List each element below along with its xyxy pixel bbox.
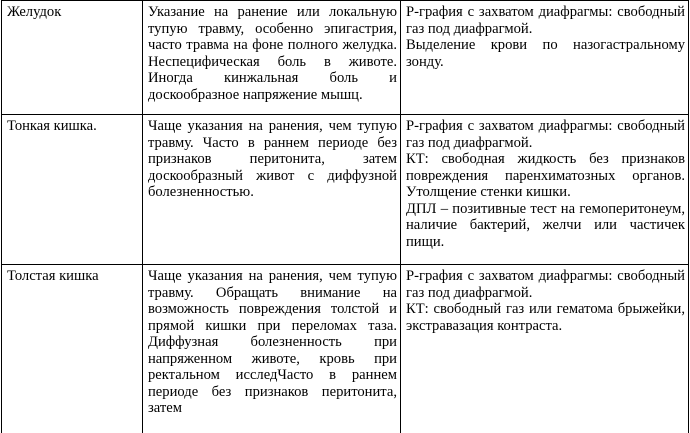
diagnostics-cell	[401, 115, 689, 265]
table-row	[2, 265, 689, 433]
clinic-cell: Чаще указания на ранения, чем тупую травму. Часто в раннем периоде без признаков перитонита, затем доскообразный живот с диффузной болезненностью.	[143, 115, 401, 265]
diagnostics-cell	[401, 1, 689, 115]
organ-cell: Тонкая кишка.	[2, 115, 143, 265]
table-row	[2, 1, 689, 115]
clinic-cell: Указание на ранение или локальную тупую травму, особенно эпигастрия, часто травма на фоне полного желудка. Неспецифическая боль в животе. Иногда кинжальная боль и доскообразное напряжение мышц.	[143, 1, 401, 115]
organ-cell: Толстая кишка	[2, 265, 143, 433]
diagnostics-cell	[401, 265, 689, 433]
diagnostics-line: ДПЛ – позитивные тест на гемоперитонеум, наличие бактерий, желчи или частичек пищи.	[406, 200, 685, 250]
injury-table	[1, 0, 689, 433]
table-row	[2, 115, 689, 265]
diagnostics-line: КТ: свободный газ или гематома брыжейки, экстравазация контраста.	[406, 301, 685, 334]
organ-cell: Желудок	[2, 1, 143, 115]
diagnostics-line: Р-графия с захватом диафрагмы: свободный газ под диафрагмой.	[406, 118, 685, 151]
diagnostics-line: Р-графия с захватом диафрагмы: свободный газ под диафрагмой.	[406, 268, 685, 301]
diagnostics-line: КТ: свободная жидкость без признаков повреждения паренхиматозных органов. Утолщение стенки кишки.	[406, 151, 685, 200]
diagnostics-line: Р-графия с захватом диафрагмы: свободный газ под диафрагмой.	[406, 4, 685, 37]
diagnostics-line: Выделение крови по назогастральному зонду.	[406, 37, 685, 70]
clinic-cell: Чаще указания на ранения, чем тупую травму. Обращать внимание на возможность повреждения толстой и прямой кишки при переломах таза. Диффузная болезненность при напряженном животе, кровь при ректальном исследЧасто в раннем периоде без признаков перитонита, затем	[143, 265, 401, 433]
